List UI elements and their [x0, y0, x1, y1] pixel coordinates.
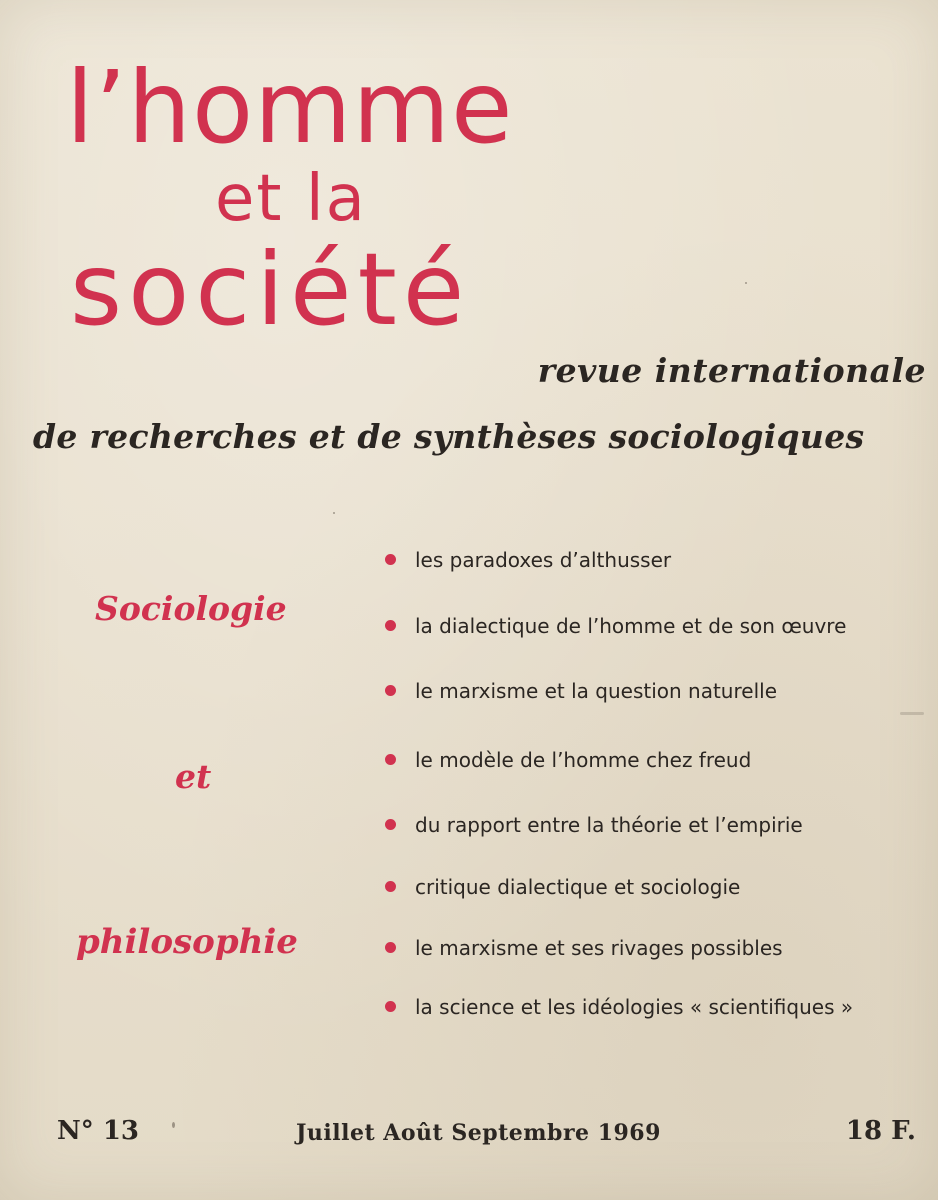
article-item — [385, 750, 751, 770]
bullet-dot-icon — [385, 1001, 396, 1012]
paper-speck — [172, 1122, 175, 1128]
article-item — [385, 616, 846, 636]
bullet-dot-icon — [385, 819, 396, 830]
title-line-1: l’homme — [66, 49, 514, 166]
article-item — [385, 877, 740, 897]
subtitle-line-1: revue internationale — [537, 351, 926, 390]
article-title: du rapport entre la théorie et l’empirie — [415, 813, 803, 837]
bullet-dot-icon — [385, 685, 396, 696]
article-item — [385, 938, 783, 958]
article-title: la science et les idéologies « scientifiques » — [415, 995, 854, 1019]
article-title: la dialectique de l’homme et de son œuvre — [415, 614, 847, 638]
subtitle-line-2: de recherches et de synthèses sociologiques — [33, 417, 865, 456]
theme-sociologie: Sociologie — [95, 589, 287, 628]
bullet-dot-icon — [385, 881, 396, 892]
article-item — [385, 550, 671, 570]
paper-speck — [745, 282, 747, 284]
title-line-3: société — [70, 231, 471, 348]
article-item — [385, 681, 777, 701]
article-item — [385, 815, 803, 835]
theme-et: et — [175, 757, 212, 796]
article-title: le marxisme et ses rivages possibles — [415, 936, 783, 960]
issue-number: N° 13 — [57, 1116, 139, 1146]
article-title: le modèle de l’homme chez freud — [415, 748, 752, 772]
bullet-dot-icon — [385, 942, 396, 953]
article-title: les paradoxes d’althusser — [415, 548, 672, 572]
bullet-dot-icon — [385, 754, 396, 765]
bullet-dot-icon — [385, 554, 396, 565]
issue-price: 18 F. — [845, 1116, 916, 1146]
bullet-dot-icon — [385, 620, 396, 631]
issue-date: Juillet Août Septembre 1969 — [296, 1120, 661, 1146]
paper-speck — [900, 712, 924, 715]
article-title: le marxisme et la question naturelle — [415, 679, 777, 703]
paper-speck — [333, 512, 335, 514]
theme-philosophie: philosophie — [76, 922, 298, 962]
title-line-2: et la — [215, 162, 367, 236]
article-title: critique dialectique et sociologie — [415, 875, 741, 899]
article-item — [385, 997, 853, 1017]
